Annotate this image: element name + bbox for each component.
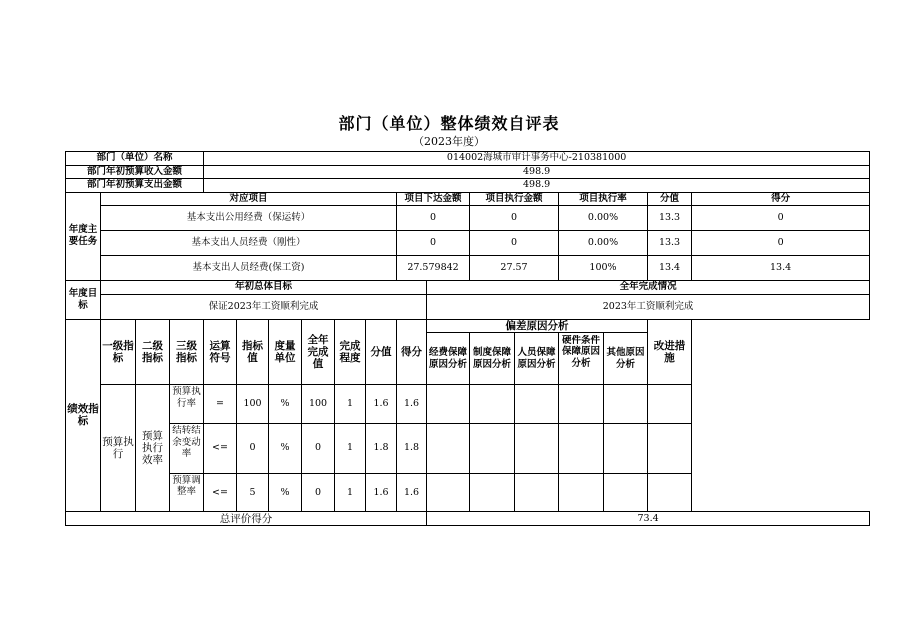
indicator-full-year: 0 (302, 473, 335, 512)
indicator-level3 (170, 423, 204, 473)
indicator-level3-text: 结转结余变动率 (172, 425, 201, 460)
header-dev-system: 制度保障原因分析 (470, 333, 515, 385)
header-dev-staff: 人员保障原因分析 (515, 333, 559, 385)
indicator-weight: 1.6 (366, 473, 397, 512)
task-weight: 13.3 (648, 231, 692, 256)
header-dev-other: 其他原因分析 (604, 333, 648, 385)
indicator-level2: 预算执行效率 (136, 385, 170, 512)
page-title: 部门（单位）整体绩效自评表 (338, 114, 560, 133)
task-row (66, 206, 870, 231)
indicator-improvement (648, 423, 692, 473)
income-value: 498.9 (204, 165, 870, 179)
task-row (66, 231, 870, 256)
tasks-header-score: 得分 (692, 192, 870, 206)
task-weight: 13.4 (648, 256, 692, 281)
task-executed: 0 (470, 231, 559, 256)
task-issued: 0 (397, 231, 470, 256)
task-row (66, 256, 870, 281)
header-deviation-group: 偏差原因分析 (427, 319, 648, 333)
indicator-improvement (648, 473, 692, 512)
header-full-year: 全年完成值 (302, 319, 335, 385)
goals-section-label: 年度目标 (66, 281, 101, 320)
indicator-dev-system (470, 385, 515, 424)
indicator-unit: % (269, 423, 302, 473)
task-executed: 27.57 (470, 256, 559, 281)
indicator-row (66, 473, 870, 512)
indicator-level3-text: 预算执行率 (172, 386, 201, 409)
task-name: 基本支出人员经费(保工资) (101, 256, 397, 281)
indicator-dev-hardware (559, 473, 604, 512)
header-level1: 一级指标 (101, 319, 136, 385)
task-name: 基本支出人员经费（刚性） (101, 231, 397, 256)
header-level2: 二级指标 (136, 319, 170, 385)
total-label: 总评价得分 (66, 512, 427, 526)
header-target: 指标值 (237, 319, 269, 385)
indicator-target: 0 (237, 423, 269, 473)
indicator-dev-other (604, 385, 648, 424)
indicator-dev-staff (515, 473, 559, 512)
indicator-dev-hardware (559, 423, 604, 473)
indicator-level3 (170, 473, 204, 512)
tasks-header-project: 对应项目 (101, 192, 397, 206)
tasks-header-issued: 项目下达金额 (397, 192, 470, 206)
task-score: 0 (692, 231, 870, 256)
task-issued: 27.579842 (397, 256, 470, 281)
indicator-completion: 1 (335, 385, 366, 424)
goals-completion-value: 2023年工资顺利完成 (427, 294, 870, 319)
indicator-dev-staff (515, 423, 559, 473)
task-score: 13.4 (692, 256, 870, 281)
tasks-section-label: 年度主要任务 (66, 192, 101, 281)
indicator-operator: <= (204, 423, 237, 473)
indicator-completion: 1 (335, 423, 366, 473)
indicator-score: 1.6 (397, 473, 427, 512)
indicator-dev-other (604, 473, 648, 512)
goals-completion-header: 全年完成情况 (427, 281, 870, 295)
indicator-weight: 1.6 (366, 385, 397, 424)
evaluation-table (65, 151, 870, 526)
task-score: 0 (692, 206, 870, 231)
indicator-unit: % (269, 385, 302, 424)
indicator-dev-staff (515, 385, 559, 424)
indicator-full-year: 100 (302, 385, 335, 424)
tasks-header-executed: 项目执行金额 (470, 192, 559, 206)
dept-name-value: 014002海城市审计事务中心-210381000 (204, 152, 870, 166)
task-issued: 0 (397, 206, 470, 231)
indicator-dev-system (470, 473, 515, 512)
indicator-dev-system (470, 423, 515, 473)
header-operator: 运算符号 (204, 319, 237, 385)
task-rate: 0.00% (559, 231, 648, 256)
indicator-dev-hardware (559, 385, 604, 424)
total-value: 73.4 (427, 512, 870, 526)
header-dev-hardware (559, 333, 604, 385)
indicator-target: 100 (237, 385, 269, 424)
task-name: 基本支出公用经费（保运转） (101, 206, 397, 231)
expense-value: 498.9 (204, 179, 870, 193)
goals-initial-value: 保证2023年工资顺利完成 (101, 294, 427, 319)
indicator-operator: <= (204, 473, 237, 512)
indicator-level3-text: 预算调整率 (172, 474, 201, 498)
indicator-dev-other (604, 423, 648, 473)
task-executed: 0 (470, 206, 559, 231)
page-subtitle: （2023年度） (413, 135, 485, 148)
header-improvement: 改进措施 (648, 319, 692, 385)
header-dev-hardware-text: 硬件条件保障原因分析 (562, 334, 601, 369)
indicator-dev-funding (427, 423, 470, 473)
indicator-dev-funding (427, 473, 470, 512)
indicator-weight: 1.8 (366, 423, 397, 473)
goals-initial-header: 年初总体目标 (101, 281, 427, 295)
header-level3: 三级指标 (170, 319, 204, 385)
header-dev-funding: 经费保障原因分析 (427, 333, 470, 385)
header-weight: 分值 (366, 319, 397, 385)
income-label: 部门年初预算收入金额 (66, 165, 204, 179)
indicator-unit: % (269, 473, 302, 512)
indicator-improvement (648, 385, 692, 424)
tasks-header-rate: 项目执行率 (559, 192, 648, 206)
header-completion: 完成程度 (335, 319, 366, 385)
indicator-score: 1.8 (397, 423, 427, 473)
indicator-level1: 预算执行 (101, 385, 136, 512)
indicator-dev-funding (427, 385, 470, 424)
tasks-header-weight: 分值 (648, 192, 692, 206)
indicator-score: 1.6 (397, 385, 427, 424)
indicators-section-label: 绩效指标 (66, 319, 101, 512)
dept-name-label: 部门（单位）名称 (66, 152, 204, 166)
indicator-operator: = (204, 385, 237, 424)
indicator-full-year: 0 (302, 423, 335, 473)
indicator-completion: 1 (335, 473, 366, 512)
indicator-target: 5 (237, 473, 269, 512)
indicator-row (66, 423, 870, 473)
task-rate: 100% (559, 256, 648, 281)
header-unit: 度量单位 (269, 319, 302, 385)
task-rate: 0.00% (559, 206, 648, 231)
expense-label: 部门年初预算支出金额 (66, 179, 204, 193)
indicator-level3 (170, 385, 204, 424)
indicator-row (66, 385, 870, 424)
header-score: 得分 (397, 319, 427, 385)
task-weight: 13.3 (648, 206, 692, 231)
